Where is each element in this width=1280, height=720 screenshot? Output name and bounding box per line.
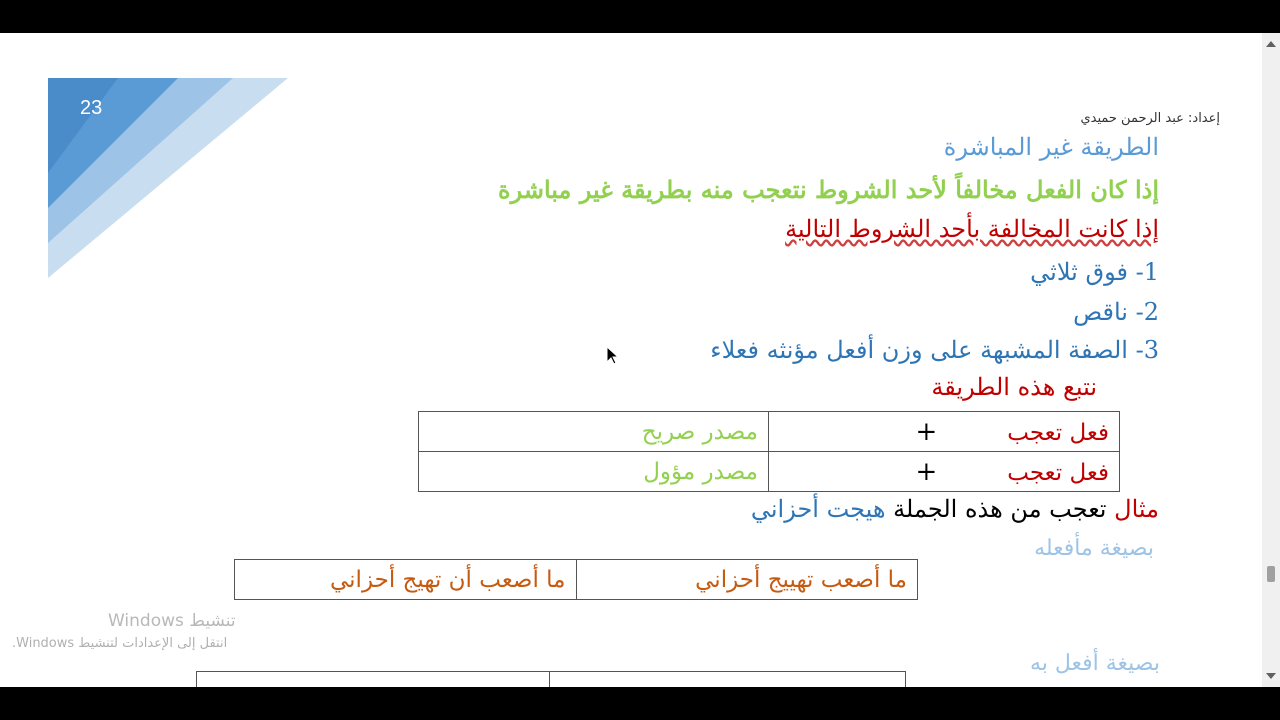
- mouse-cursor-icon: [607, 347, 619, 365]
- form2-table-partial: [196, 671, 906, 687]
- verb-text: فعل تعجب: [1007, 419, 1109, 446]
- scrollbar-thumb[interactable]: [1267, 566, 1275, 582]
- table-cell: ما أصعب أن تهيج أحزاني: [235, 560, 577, 600]
- source-text: مصدر مؤول: [643, 458, 758, 485]
- form2-label: بصيغة أفعل به: [1029, 651, 1160, 676]
- plus-sign: +: [915, 416, 938, 447]
- condition-line: [785, 215, 1159, 243]
- condition-line-text: إذا كانت المخالفة بأحد الشروط التالية: [785, 215, 1159, 243]
- table-cell: ما أصعب تهييج أحزاني: [576, 560, 918, 600]
- table-row: [419, 452, 1120, 492]
- condition-item: 3- الصفة المشبهة على وزن أفعل مؤنثه فعلاء: [710, 336, 1159, 364]
- table-row: [235, 560, 918, 600]
- vertical-scrollbar[interactable]: [1262, 33, 1280, 687]
- form1-label: بصيغة مأفعله: [1034, 536, 1154, 561]
- section-title: الطريقة غير المباشرة: [943, 133, 1159, 161]
- windows-activation-title: تنشيط Windows: [108, 611, 236, 631]
- form1-table: [234, 559, 918, 600]
- method-heading: نتبع هذه الطريقة: [931, 373, 1097, 401]
- scroll-down-icon[interactable]: [1266, 673, 1276, 679]
- condition-item: 1- فوق ثلاثي: [1030, 258, 1159, 286]
- example-text: تعجب من هذه الجملة: [893, 495, 1107, 523]
- example-phrase: هيجت أحزاني: [750, 495, 886, 523]
- plus-sign: +: [915, 456, 938, 487]
- table-divider: [549, 672, 550, 687]
- page-number: 23: [80, 97, 103, 119]
- table-cell: [419, 412, 769, 452]
- table-cell: [769, 452, 1120, 492]
- example-label: مثال: [1114, 495, 1159, 523]
- author-line: إعداد: عبد الرحمن حميدي: [1080, 111, 1220, 126]
- example-line: [751, 495, 1159, 523]
- document-page: [0, 33, 1262, 687]
- verb-text: فعل تعجب: [1007, 459, 1109, 486]
- method-table: [418, 411, 1120, 492]
- table-row: [419, 412, 1120, 452]
- windows-activation-subtitle: انتقل إلى الإعدادات لتنشيط Windows.: [12, 636, 228, 651]
- table-cell: [419, 452, 769, 492]
- table-cell: [769, 412, 1120, 452]
- rule-line: إذا كان الفعل مخالفاً لأحد الشروط نتعجب منه بطريقة غير مباشرة: [498, 175, 1159, 204]
- scroll-up-icon[interactable]: [1266, 41, 1276, 47]
- source-text: مصدر صريح: [641, 418, 758, 445]
- condition-item: 2- ناقص: [1073, 298, 1159, 326]
